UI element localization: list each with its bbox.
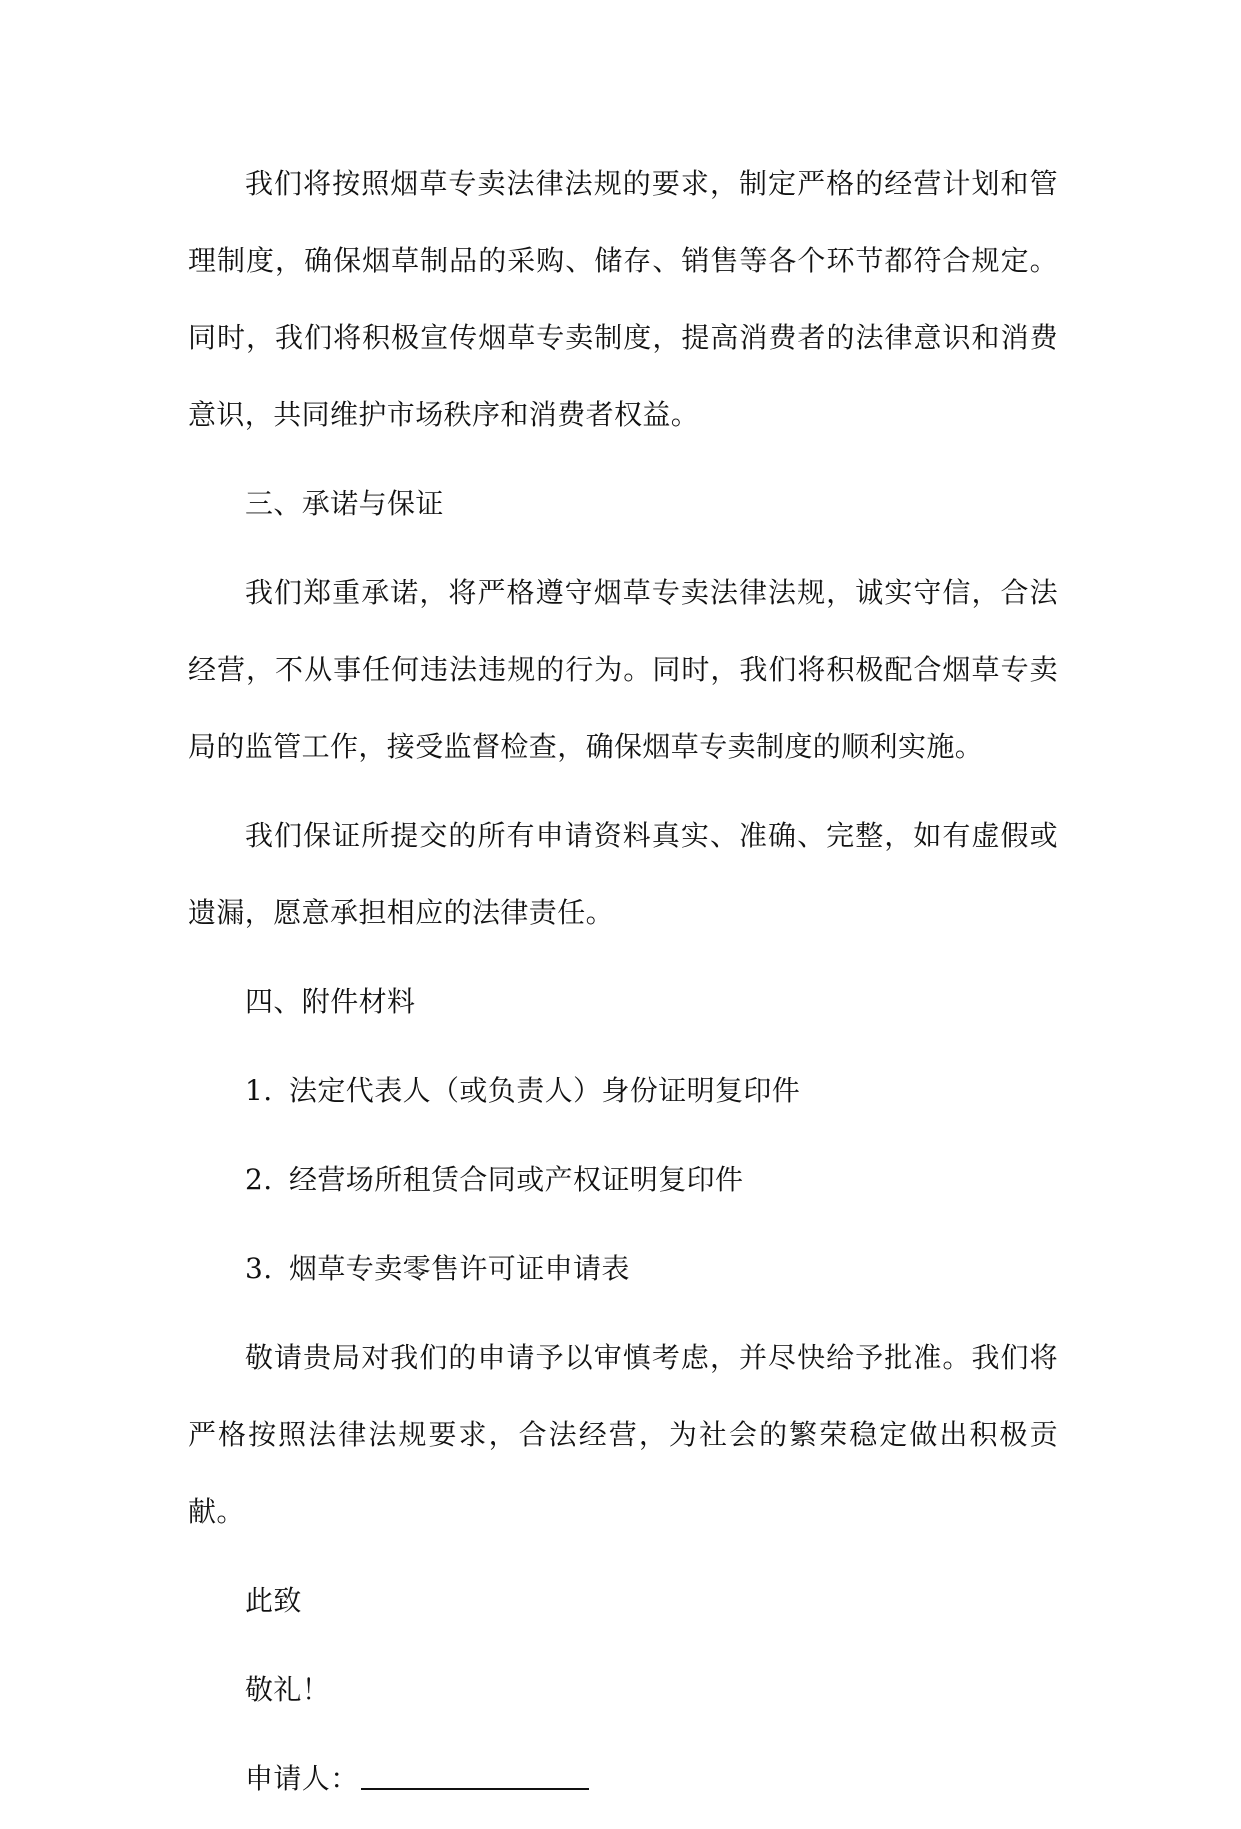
signature-blank	[361, 1766, 589, 1790]
attachment-number: 2.	[245, 1163, 273, 1196]
closing-salutation: 此致	[245, 1584, 302, 1617]
applicant-signature-line	[188, 1740, 1058, 1817]
paragraph-commitment: 我们郑重承诺，将严格遵守烟草专卖法律法规，诚实守信，合法经营，不从事任何违法违规的行为。同时，我们将积极配合烟草专卖局的监管工作，接受监督检查，确保烟草专卖制度的顺利实施。	[188, 576, 1058, 763]
attachment-text: 烟草专卖零售许可证申请表	[289, 1252, 630, 1285]
closing-regards: 敬礼！	[245, 1673, 331, 1706]
attachment-number: 3.	[245, 1252, 273, 1285]
document-body	[188, 145, 1058, 1829]
section-title-attachments: 四、附件材料	[245, 985, 416, 1018]
paragraph-guarantee: 我们保证所提交的所有申请资料真实、准确、完整，如有虚假或遗漏，愿意承担相应的法律责任。	[188, 819, 1058, 929]
attachment-number: 1.	[245, 1074, 273, 1107]
attachment-text: 经营场所租赁合同或产权证明复印件	[289, 1163, 744, 1196]
attachment-item-1	[188, 1052, 1058, 1129]
paragraph-request: 敬请贵局对我们的申请予以审慎考虑，并尽快给予批准。我们将严格按照法律法规要求，合法经营，为社会的繁荣稳定做出积极贡献。	[188, 1341, 1058, 1528]
attachment-text: 法定代表人（或负责人）身份证明复印件	[289, 1074, 801, 1107]
section-title-commitment: 三、承诺与保证	[245, 487, 444, 520]
applicant-label: 申请人：	[245, 1762, 359, 1795]
attachment-item-2	[188, 1141, 1058, 1218]
paragraph-plan: 我们将按照烟草专卖法律法规的要求，制定严格的经营计划和管理制度，确保烟草制品的采购、储存、销售等各个环节都符合规定。同时，我们将积极宣传烟草专卖制度，提高消费者的法律意识和消费意识，共同维护市场秩序和消费者权益。	[188, 167, 1058, 431]
attachment-item-3	[188, 1230, 1058, 1307]
